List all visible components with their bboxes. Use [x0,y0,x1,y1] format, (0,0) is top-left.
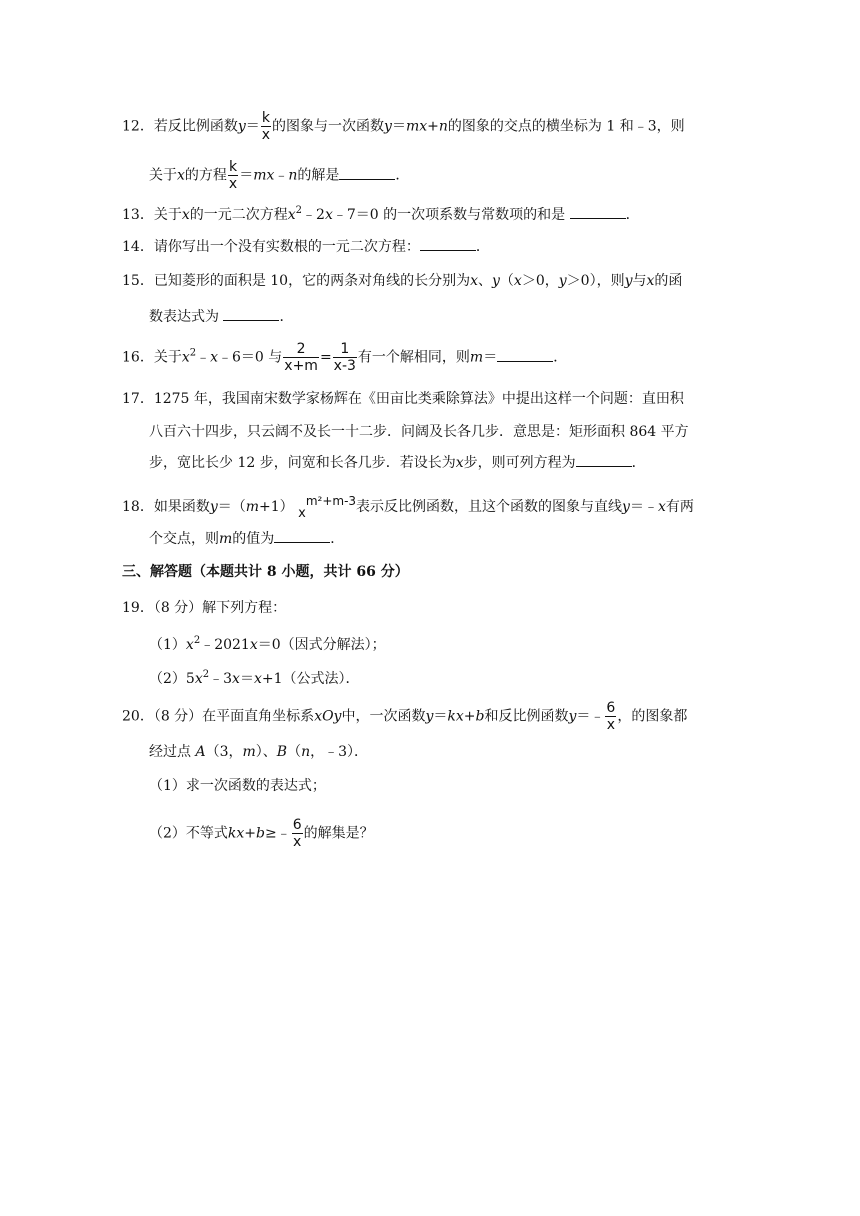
text: （1） [149,637,186,653]
text: ＝ [239,167,254,184]
text: 个交点，则 [149,531,219,547]
text: （8 分）在平面直角坐标系 [153,708,315,725]
var: m [242,744,256,760]
text: ． [395,167,410,184]
var: x [232,671,240,687]
text: （ [499,273,514,289]
text: ﹣3 [209,671,233,687]
var: x [181,349,190,366]
denominator: x [293,834,302,850]
q20-part2 [149,817,374,850]
answer-blank[interactable] [497,347,553,362]
text: ﹣6＝0 与 [218,349,283,366]
var: x [253,671,262,687]
question-number: 19． [122,600,154,616]
var: y [558,273,567,289]
superscript: 2 [295,205,303,216]
answer-blank[interactable] [223,306,279,321]
text: 有一个解相同，则 [357,349,470,366]
question-number: 13． [122,207,154,223]
text: ）、 [255,744,277,760]
answer-blank[interactable] [274,528,330,543]
text: 的一元二次方程 [189,207,288,223]
answer-blank[interactable] [576,452,632,467]
var: mx [253,167,275,184]
power-expression [298,494,357,521]
numerator: k [229,159,238,175]
text: ． [625,207,640,223]
question-number: 17． [122,391,154,407]
text: ﹣2 [302,207,325,223]
question-number: 18． [122,499,154,515]
text: ＝ [433,708,448,725]
var: x [194,671,203,687]
text: 表示反比例函数，且这个函数的图象与直线 [356,499,623,515]
text: ＝0（因式分解法）； [257,637,386,653]
q19-part1 [149,631,386,655]
text: +1） [259,499,294,515]
fraction-6-over-x [605,700,616,733]
question-number: 16． [122,349,154,366]
exponent: m²+m-3 [305,494,357,508]
text: ． [553,349,568,366]
answer-blank[interactable] [339,165,395,180]
var: y [622,499,630,515]
var: x [181,207,190,223]
text: （2）不等式 [149,825,228,842]
q17-line2 [149,422,689,442]
text: 已知菱形的面积是 10，它的两条对角线的长分别为 [153,273,471,289]
var: y [237,118,246,135]
fraction-k-over-x [228,159,238,192]
answer-blank[interactable] [420,236,476,251]
var: x [287,207,296,223]
text: 的解集是？ [303,825,374,842]
question-number: 20． [122,708,154,725]
var: m [219,531,233,547]
var: A [195,744,206,760]
text: ＞0， [521,273,559,289]
text: +1（公式法）． [261,671,360,687]
question-number: 12． [122,118,154,135]
q14-line [122,236,490,257]
text: （2）5 [149,671,195,687]
text: 的图象与一次函数 [272,118,385,135]
q15-line2 [149,306,293,327]
text: （ [287,744,302,760]
text: ，的图象都 [617,708,688,725]
text: （1）求一次函数的表达式； [149,778,326,794]
numerator: 1 [333,341,357,358]
section-heading: 三、解答题（本题共计 8 小题，共计 66 分） [122,564,409,580]
text: = [319,349,332,366]
numerator: 6 [292,817,302,833]
q18-line1 [122,491,694,524]
superscript: 2 [193,635,201,646]
text: ＝ [391,118,406,135]
numerator: 2 [283,341,319,358]
text: 经过点 [149,744,191,760]
text: ﹣ [196,349,211,366]
q19-part2 [149,665,359,689]
text: 的方程 [184,167,227,184]
var: x [513,273,522,289]
var: x [210,349,219,366]
var: x [177,167,185,184]
denominator: x-3 [333,358,356,374]
var: kx+b [447,708,485,725]
var: x [249,637,258,653]
denominator: x [606,717,616,733]
text: （8 分）解下列方程： [153,600,287,616]
numerator: k [261,110,270,126]
text: 八百六十四步，只云阔不及长一十二步．问阔及长各几步．意思是：矩形面积 864 平方 [149,424,689,440]
text: ﹣ [274,167,289,184]
text: 步，则可列方程为 [463,455,576,471]
q16-line [122,341,567,374]
q12-line1 [122,110,685,143]
q17-line3 [149,452,646,473]
var: x [324,207,333,223]
denominator: x+m [284,358,318,374]
text: ＝﹣ [576,708,605,725]
text: ﹣7＝0 的一次项系数与常数项的和是 [332,207,566,223]
text: ＝﹣ [629,499,658,515]
var: x [646,273,655,289]
q19-title [122,598,286,618]
q12-line2 [149,159,409,192]
var: mx+n [405,118,448,135]
text: ＝ [245,118,260,135]
text: ． [330,531,345,547]
text: ． [475,239,490,255]
var: x [470,273,478,289]
var: y [492,273,500,289]
text: 关于 [149,167,177,184]
var: n [288,167,298,184]
q20-part1 [149,776,326,796]
text: ＝（ [217,499,246,515]
var: y [425,708,434,725]
text: 的解是 [297,167,340,184]
var: x [185,637,194,653]
text: 如果函数 [153,499,210,515]
question-number: 14． [122,239,154,255]
numerator: 6 [606,700,616,716]
base: x [298,506,306,521]
text: ≥﹣ [265,825,291,842]
text: 1275 年，我国南宋数学家杨辉在《田亩比类乘除算法》中提出这样一个问题：直田积 [153,391,684,407]
text: 步，宽比长少 12 步，问宽和长各几步．若设长为 [149,455,456,471]
text: 若反比例函数 [153,118,238,135]
q13-line [122,201,640,225]
answer-blank[interactable] [570,204,626,219]
text: 关于 [153,207,182,223]
superscript: 2 [189,347,197,359]
text: 数表达式为 [149,309,219,325]
q20-line2 [149,742,368,762]
text: ＝ [483,349,498,366]
var: B [276,744,288,760]
q15-line1 [122,271,682,291]
var: y [568,708,577,725]
text: 有两 [665,499,694,515]
var: y [384,118,392,135]
text: 关于 [153,349,182,366]
fraction-2-over-x-plus-m [283,341,319,374]
question-number: 15． [122,273,154,289]
fraction-6-over-x [292,817,303,850]
var: m [469,349,484,366]
text: 的值为 [232,531,275,547]
text: ． [631,455,646,471]
q20-line1 [122,700,687,733]
text: ，﹣3）． [310,744,369,760]
var: kx+b [227,825,265,842]
text: 与 [632,273,647,289]
text: 中，一次函数 [341,708,426,725]
text: ＝ [239,671,254,687]
fraction-k-over-x [261,110,271,143]
superscript: 2 [202,669,210,680]
var: x [657,499,666,515]
text: 请你写出一个没有实数根的一元二次方程： [153,239,420,255]
text: ． [279,309,294,325]
text: 的图象的交点的横坐标为 1 和﹣3，则 [447,118,685,135]
denominator: x [261,127,271,143]
text: ﹣2021 [200,637,250,653]
text: 、 [478,273,492,289]
var: y [624,273,633,289]
text: 和反比例函数 [484,708,569,725]
text: （3， [205,744,243,760]
var: y [209,499,218,515]
fraction-1-over-x-minus-3 [333,341,357,374]
text: 的函 [654,273,683,289]
var: x [455,455,464,471]
text: ＞0），则 [566,273,625,289]
var: xOy [314,708,342,725]
var: m [245,499,260,515]
var: n [301,744,311,760]
q18-line2 [149,528,344,549]
q17-line1 [122,389,684,409]
denominator: x [228,176,238,192]
